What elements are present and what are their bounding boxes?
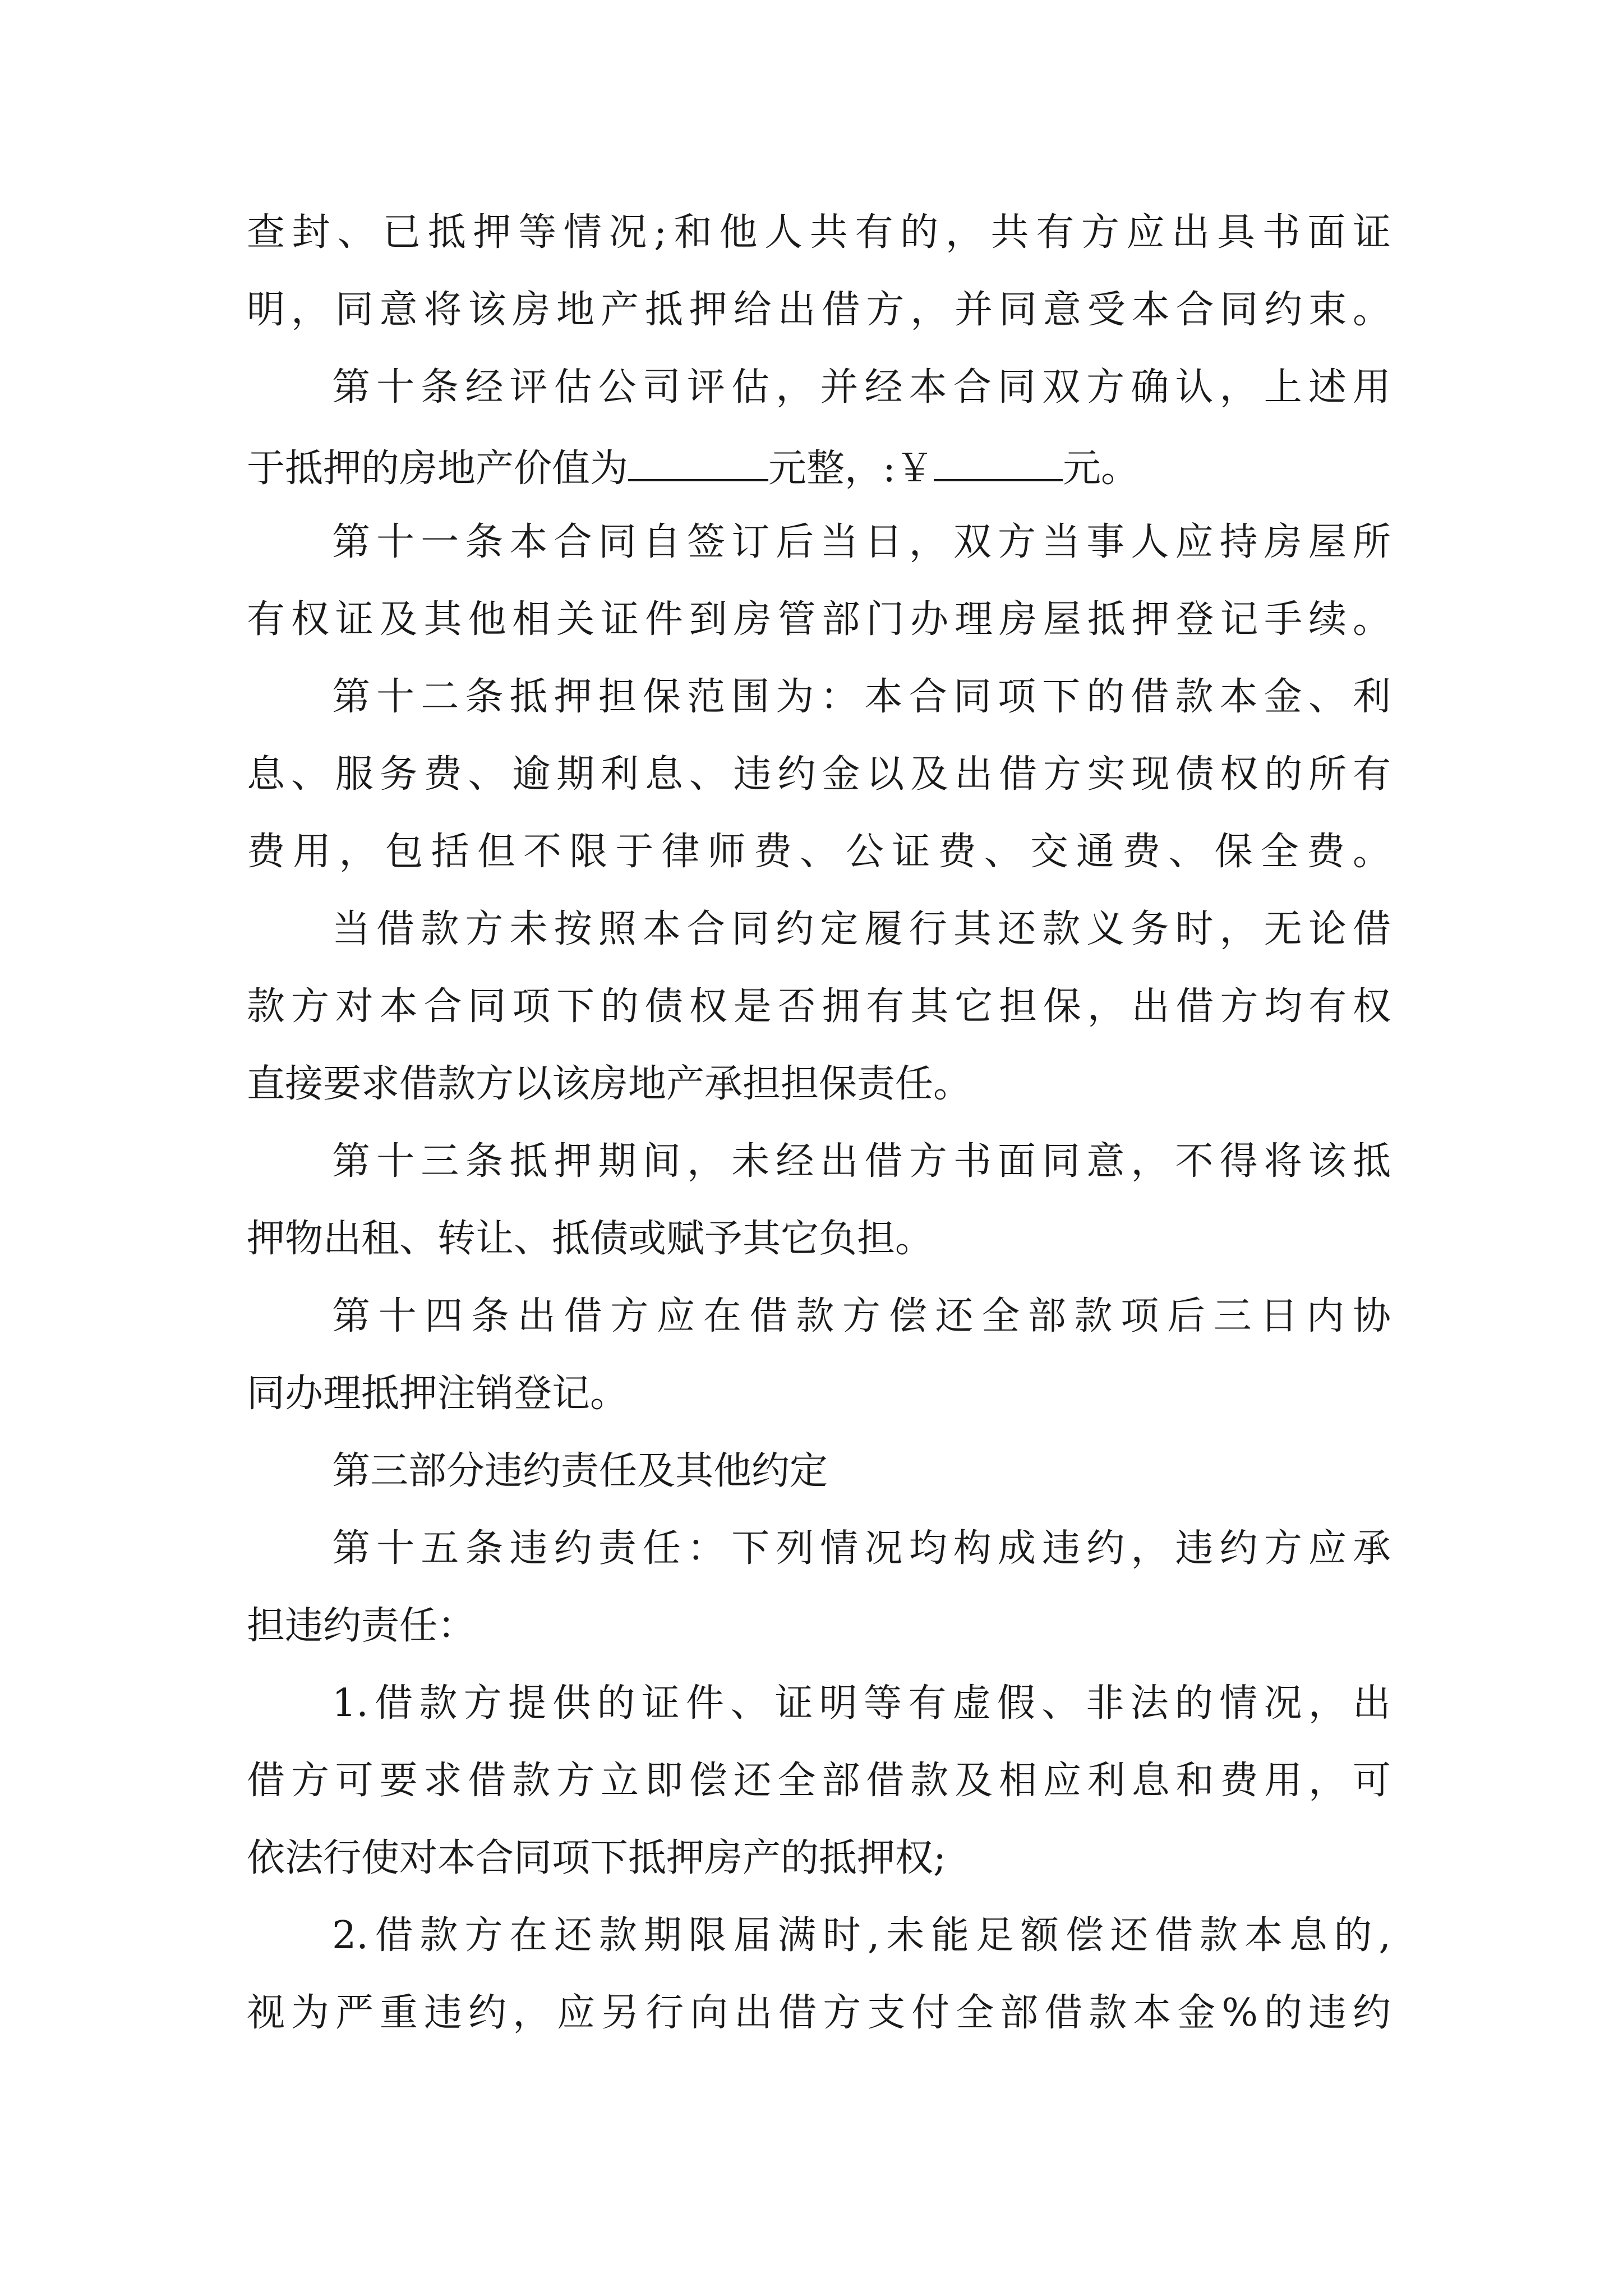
paragraph-line: 有权证及其他相关证件到房管部门办理房屋抵押登记手续。 (247, 597, 1391, 642)
paragraph-line: 2.借款方在还款期限届满时,未能足额偿还借款本息的, (332, 1913, 1391, 1958)
paragraph-line: 第十三条抵押期间，未经出借方书面同意，不得将该抵 (332, 1139, 1391, 1184)
paragraph-line: 第十一条本合同自签订后当日，双方当事人应持房屋所 (332, 520, 1391, 564)
paragraph-line: 借方可要求借款方立即偿还全部借款及相应利息和费用，可 (247, 1759, 1391, 1803)
line-text: 元整，:￥ (768, 447, 934, 491)
line-text: 于抵押的房地产价值为 (247, 447, 629, 491)
paragraph-line: 明，同意将该房地产抵押给出借方，并同意受本合同约束。 (247, 288, 1391, 332)
fill-in-blank (628, 440, 768, 481)
paragraph-line: 第十条经评估公司评估，并经本合同双方确认，上述用 (332, 365, 1391, 409)
paragraph-line: 同办理抵押注销登记。 (247, 1372, 629, 1416)
paragraph-line-with-blanks (247, 440, 1391, 490)
paragraph-line: 1.借款方提供的证件、证明等有虚假、非法的情况，出 (332, 1681, 1391, 1726)
document-body (247, 208, 1391, 2065)
paragraph-line: 第十五条违约责任：下列情况均构成违约，违约方应承 (332, 1526, 1391, 1571)
paragraph-line: 当借款方未按照本合同约定履行其还款义务时，无论借 (332, 907, 1391, 951)
paragraph-line: 第十四条出借方应在借款方偿还全部款项后三日内协 (332, 1294, 1391, 1338)
paragraph-line: 担违约责任： (247, 1604, 476, 1648)
paragraph-line: 押物出租、转让、抵债或赋予其它负担。 (247, 1217, 934, 1261)
paragraph-line: 第十二条抵押担保范围为：本合同项下的借款本金、利 (332, 675, 1391, 719)
section-heading: 第三部分违约责任及其他约定 (332, 1449, 828, 1493)
paragraph-line: 视为严重违约，应另行向出借方支付全部借款本金%的违约 (247, 1991, 1391, 2035)
paragraph-line: 息、服务费、逾期利息、违约金以及出借方实现债权的所有 (247, 752, 1391, 797)
paragraph-line: 直接要求借款方以该房地产承担担保责任。 (247, 1062, 972, 1106)
paragraph-line: 款方对本合同项下的债权是否拥有其它担保，出借方均有权 (247, 984, 1391, 1029)
paragraph-line: 查封、已抵押等情况;和他人共有的，共有方应出具书面证 (247, 210, 1391, 255)
paragraph-line: 依法行使对本合同项下抵押房产的抵押权; (247, 1836, 946, 1880)
line-text: 元。 (1062, 447, 1139, 491)
fill-in-blank (934, 440, 1063, 481)
paragraph-line: 费用，包括但不限于律师费、公证费、交通费、保全费。 (247, 830, 1391, 874)
